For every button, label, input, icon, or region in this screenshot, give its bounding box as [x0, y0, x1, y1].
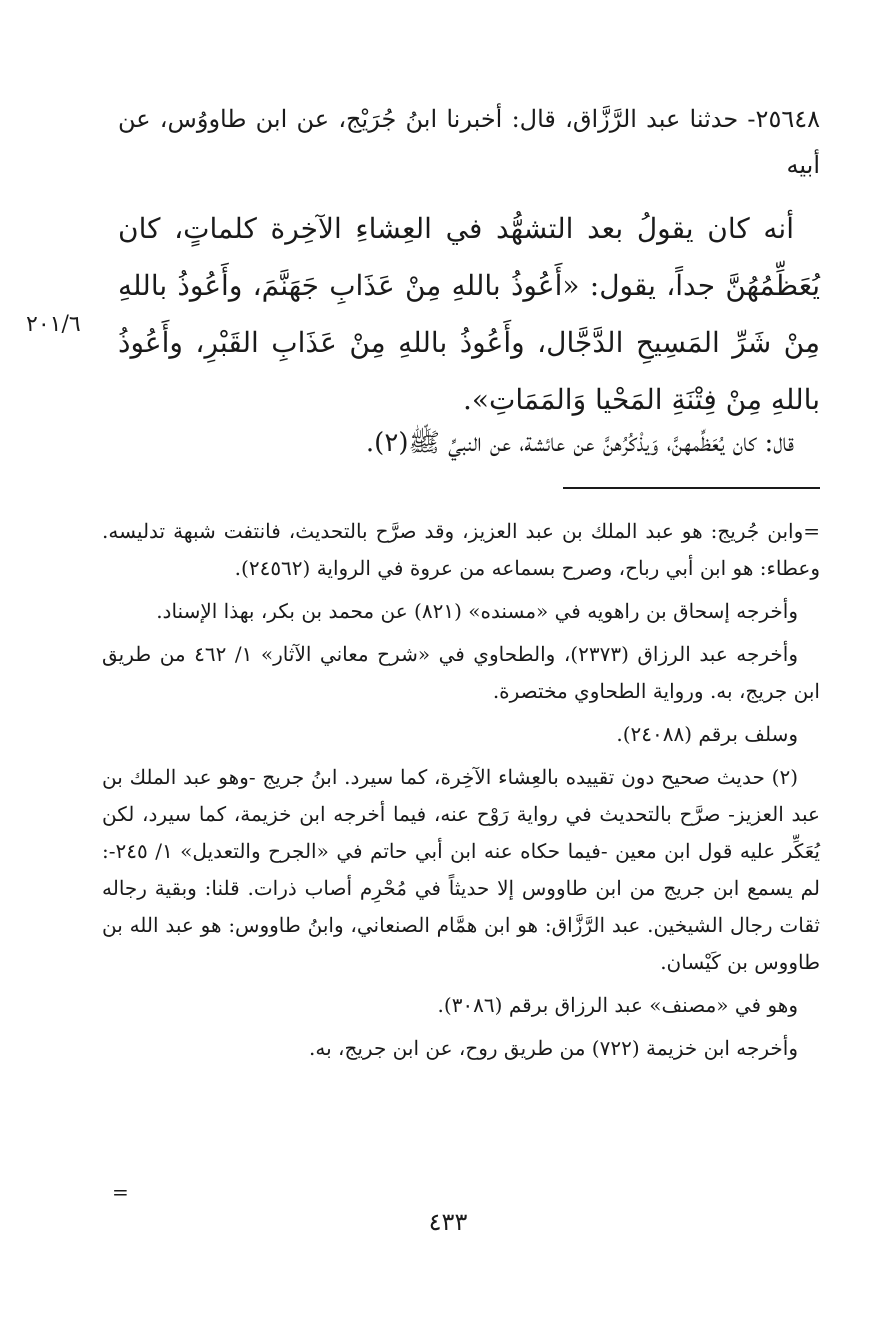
- footnote-paragraph: =وابن جُريج: هو عبد الملك بن عبد العزيز، وقد صرَّح بالتحديث، فانتفت شبهة تدليسه. وعطاء: هو ابن أبي رباح، وصرح بسماعه من عروة في الرواية (٢٤٥٦٢).: [102, 519, 820, 580]
- footnote-paragraph: وهو في «مصنف» عبد الرزاق برقم (٣٠٨٦).: [437, 993, 798, 1017]
- footnote-paragraph: (٢) حديث صحيح دون تقييده بالعِشاء الآخِرة، كما سيرد. ابنُ جريج -وهو عبد الملك بن عبد العزيز- صرَّح بالتحديث في رواية رَوْح عنه، فيما أخرجه ابن خزيمة، كما سيرد، لكن يُعَكِّر عليه قول ابن معين -فيما حكاه عنه ابن أبي حاتم في «الجرح والتعديل» ١/ ٢٤٥-: لم يسمع ابن جريج من ابن طاووس إلا حديثاً في مُحْرِم أصاب ذرات. قلنا: وبقية رجاله ثقات رجال الشيخين. عبد الرَّزَّاق: هو ابن همَّام الصنعاني، وابنُ طاووس: هو عبد الله بن طاووس بن كَيْسان.: [102, 765, 820, 974]
- footnote-paragraph: وأخرجه ابن خزيمة (٧٢٢) من طريق روح، عن ابن جريج، به.: [308, 1036, 798, 1060]
- footnotes: [102, 513, 820, 1073]
- page-number: ٤٣٣: [428, 1208, 468, 1236]
- hadith-isnad: ٢٥٦٤٨- حدثنا عبد الرَّزَّاق، قال: أخبرنا ابنُ جُرَيْج، عن ابن طاووُس، عن أبيه: [118, 105, 820, 179]
- margin-reference: ٢٠١/٦: [26, 312, 81, 337]
- continuation-mark: =: [112, 1180, 129, 1204]
- footnote-paragraph: وأخرجه عبد الرزاق (٢٣٧٣)، والطحاوي في «شرح معاني الآثار» ١/ ٤٦٢ من طريق ابن جريج، به. ورواية الطحاوي مختصرة.: [102, 642, 820, 703]
- hadith-note: قال: كان يُعَظِّمهنَّ، وَيذْكُرُهنَّ عن عائشة، عن النبيِّ ﷺ(٢).: [365, 428, 794, 458]
- hadith-matn: أنه كان يقولُ بعد التشهُّد في العِشاءِ الآخِرة كلماتٍ، كان يُعَظِّمُهُنَّ جداً، يقول: «أَعُوذُ باللهِ مِنْ عَذَابِ جَهَنَّمَ، وأَعُوذُ باللهِ مِنْ شَرِّ المَسِيحِ الدَّجَّال، وأَعُوذُ باللهِ مِنْ عَذَابِ القَبْرِ، وأَعُوذُ باللهِ مِنْ فِتْنَةِ المَحْيا وَالمَمَاتِ».: [118, 212, 820, 416]
- footnote-paragraph: وسلف برقم (٢٤٠٨٨).: [616, 722, 798, 746]
- footnote-paragraph: وأخرجه إسحاق بن راهويه في «مسنده» (٨٢١) عن محمد بن بكر، بهذا الإسناد.: [156, 599, 798, 623]
- footnote-separator: [563, 487, 820, 489]
